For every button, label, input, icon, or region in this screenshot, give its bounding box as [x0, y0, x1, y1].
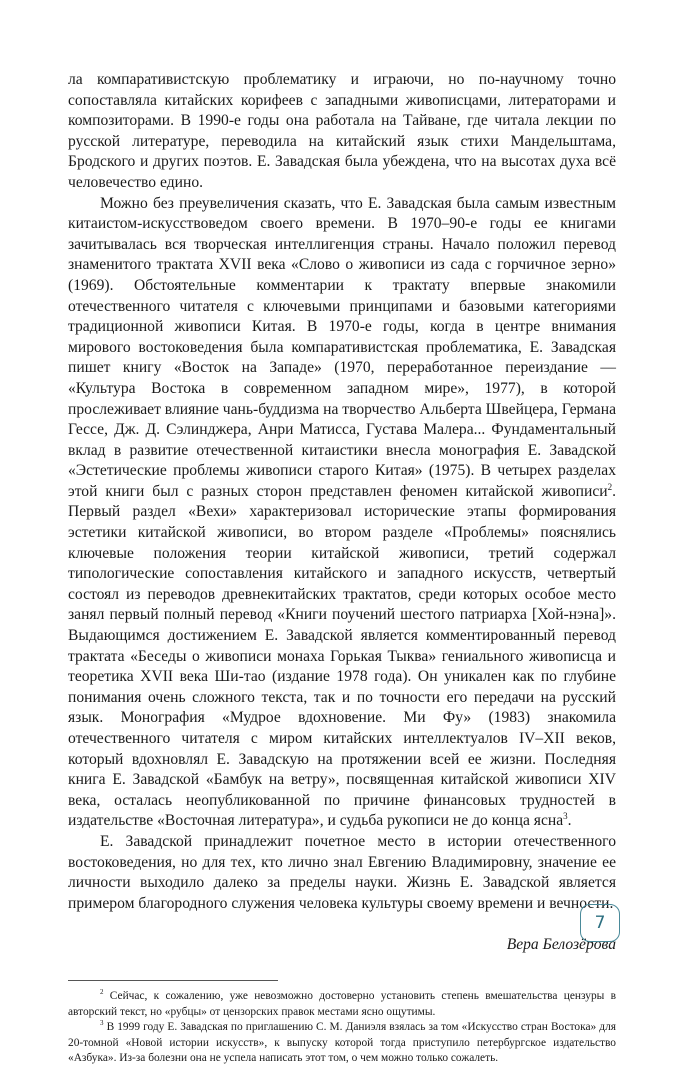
footnote-2-text: Сейчас, к сожалению, уже невозможно достоверно установить степень вмешательства цензуры в авторский текст, но «рубцы» от цензорских правок местами ясно ощутимы.: [68, 990, 616, 1018]
page-content: [68, 70, 616, 1066]
footnote-2: [68, 989, 616, 1020]
paragraph-3: Е. Завадской принадлежит почетное место в истории отечественного востоковедения, но для тех, кто лично знал Евгению Владимировну, значение ее личности выходило далеко за пределы науки. Жизнь Е. Завадской является примером благородного служения человека культуры своему времени и вечности.: [68, 832, 616, 912]
footnote-3-number: 3: [100, 1019, 104, 1028]
footnotes: [68, 989, 616, 1066]
footnote-divider: [68, 980, 278, 981]
paragraph-2-part-c: .: [567, 812, 572, 830]
footnote-3: [68, 1020, 616, 1066]
paragraph-1: ла компаративистскую проблематику и играючи, но по-научному точно сопоставляла китайских корифеев с западными живописцами, литераторами и композиторами. В 1990-е годы она работала на Тайване, где читала лекции по русской литературе, переводила на китайский язык стихи Мандельштама, Бродского и других поэтов. Е. Завадская была убеждена, что на высотах духа всё человечество едино.: [68, 71, 616, 191]
footnote-2-number: 2: [100, 988, 104, 997]
footnote-ref-2[interactable]: 2: [607, 481, 613, 492]
author-signature: Вера Белозёрова: [506, 936, 616, 954]
paragraph-2-part-a: Можно без преувеличения сказать, что Е. Завадская была самым известным китаистом-искусствоведом своего времени. В 1970–90-е годы ее книгами зачитывалась вся творческая интеллигенция страны. Начало положил перевод знаменитого трактата XVII века «Слово о живописи из сада с горчичное зерно» (1969). Обстоятельные комментарии к трактату впервые знакомили отечественного читателя с ключевыми принципами и базовыми категориями традиционной живописи Китая. В 1970-е годы, когда в центре внимания мирового востоковедения была компаративистская проблематика, Е. Завадская пишет книгу «Восток на Западе» (1970, переработанное переиздание — «Культура Востока в современном западном мире», 1977), в которой прослеживает влияние чань-буддизма на творчество Альберта Швейцера, Германа Гессе, Дж. Д. Сэлинджера, Анри Матисса, Густава Малера... Фундаментальный вклад в развитие отечественной китаистики внесла монография Е. Завадской «Эстетические проблемы живописи старого Китая» (1975). В четырех разделах этой книги был с разных сторон представлен феномен китайской живописи: [68, 194, 616, 500]
body-text: [68, 70, 616, 914]
page-number: 7: [580, 904, 620, 942]
footnote-ref-3[interactable]: 3: [563, 811, 568, 822]
paragraph-2: [68, 194, 616, 832]
paragraph-2-part-b: . Первый раздел «Вехи» характеризовал исторические этапы формирования эстетики китайской живописи, во втором разделе «Проблемы» пояснялись ключевые положения теории китайской живописи, третий содержал типологические сопоставления китайского и западного искусств, четвертый состоял из переводов древнекитайских трактатов, среди которых особое место занял первый полный перевод «Книги поучений шестого патриарха [Хой-нэна]». Выдающимся достижением Е. Завадской является комментированный перевод трактата «Беседы о живописи монаха Горькая Тыква» гениального живописца и теоретика XVII века Ши-тао (издание 1978 года). Он уникален как по глубине понимания очень сложного текста, так и по точности его передачи на русский язык. Монография «Мудрое вдохновение. Ми Фу» (1983) знакомила отечественного читателя с миром китайских интеллектуалов IV–XII веков, который вдохновлял Е. Завадскую на протяжении всей ее жизни. Последняя книга Е. Завадской «Бамбук на ветру», посвященная китайской живописи XIV века, осталась неопубликованной по причине финансовых трудностей в издательстве «Восточная литература», и судьба рукописи не до конца ясна: [68, 482, 616, 830]
footnote-3-text: В 1999 году Е. Завадская по приглашению С. М. Даниэля взялась за том «Искусство стран Востока» для 20-томной «Новой истории искусств», к выпуску которой тогда приступило петербургское издательство «Азбука». Из-за болезни она не успела написать этот том, о чем можно только сожалеть.: [68, 1021, 616, 1064]
